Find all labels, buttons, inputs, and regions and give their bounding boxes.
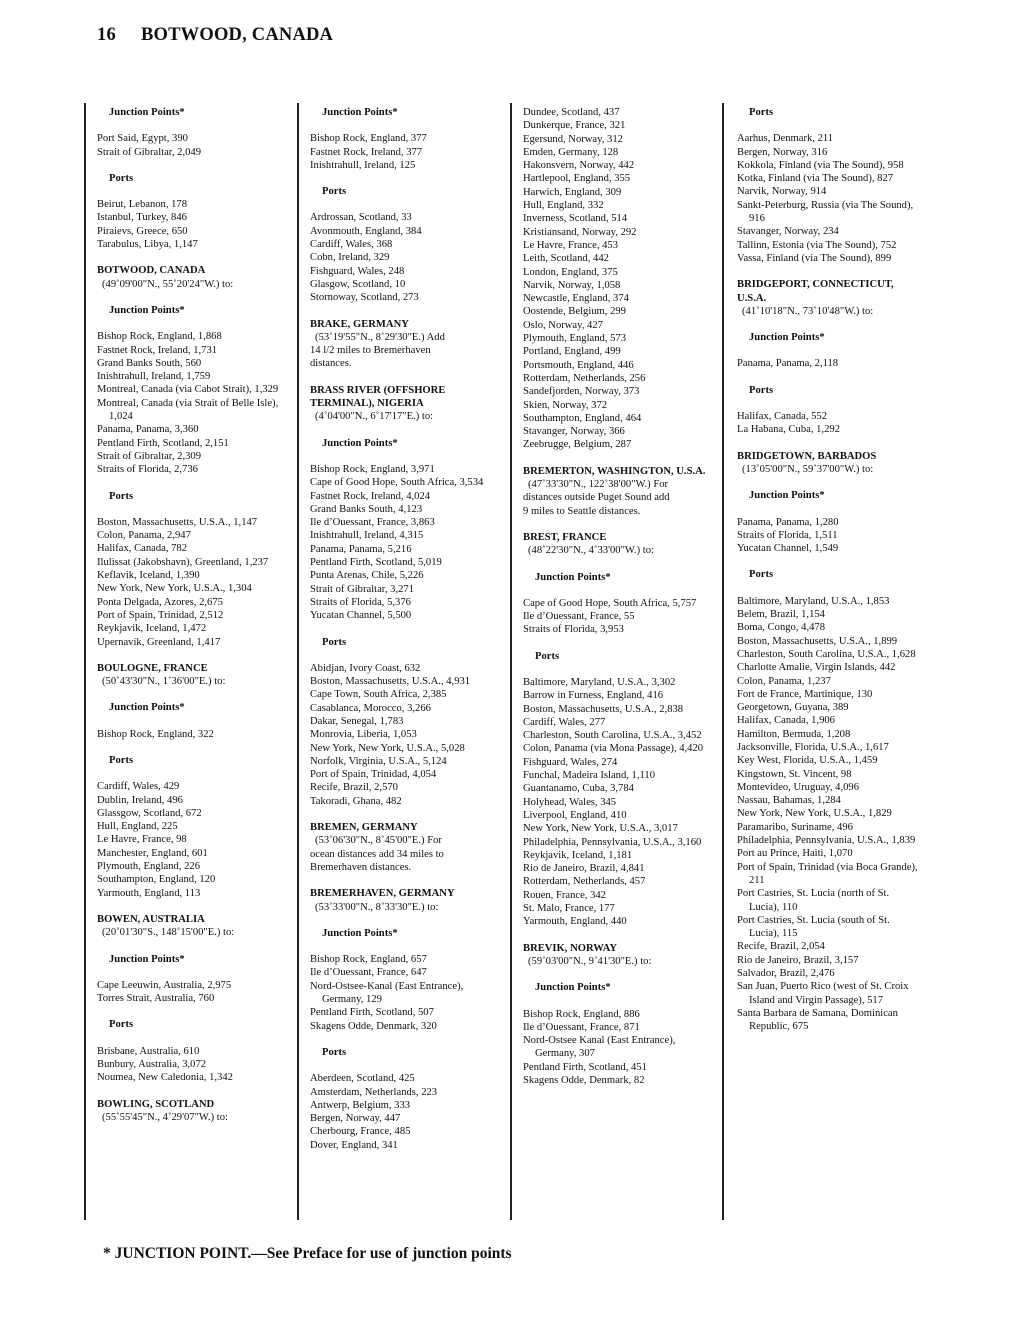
port-heading: BOWEN, AUSTRALIA — [97, 913, 205, 925]
distance-entry: Jacksonville, Florida, U.S.A., 1,617 — [737, 741, 889, 753]
distance-entry: Halifax, Canada, 552 — [737, 411, 828, 423]
page-number: 16 — [97, 25, 116, 45]
distance-entry: Panama, Panama, 2,118 — [737, 358, 839, 370]
subheading: Junction Points* — [109, 953, 185, 965]
distance-entry: Harwich, England, 309 — [523, 186, 622, 198]
distance-entry: Hartlepool, England, 355 — [523, 173, 631, 185]
distance-entry: Yucatan Channel, 1,549 — [737, 543, 839, 555]
distance-entry: Tallinn, Estonia (via The Sound), 752 — [737, 239, 897, 251]
distance-entry: Fastnet Rock, Ireland, 377 — [310, 146, 423, 158]
port-coordinates: (20˚01'30"S., 148˚15'00"E.) to: — [102, 927, 235, 939]
distance-entry: Sandefjorden, Norway, 373 — [523, 386, 640, 398]
distance-entry: Boston, Massachusetts, U.S.A., 1,147 — [97, 516, 258, 528]
distance-entry: Glasgow, Scotland, 10 — [310, 278, 406, 290]
distance-entry: Skagens Odde, Denmark, 320 — [310, 1020, 437, 1032]
port-coordinates: (48˚22'30"N., 4˚33'00"W.) to: — [528, 545, 654, 557]
distance-entry: Pentland Firth, Scotland, 2,151 — [97, 437, 229, 449]
distance-entry: Cardiff, Wales, 368 — [310, 239, 393, 251]
subheading: Junction Points* — [749, 490, 825, 502]
note-text: distances. — [310, 358, 352, 370]
distance-entry: Le Havre, France, 453 — [523, 239, 619, 251]
distance-entry: Vassa, Finland (via The Sound), 899 — [737, 252, 892, 264]
distance-entry: Ilulissat (Jakobshavn), Greenland, 1,237 — [97, 556, 269, 568]
distance-entry: Inverness, Scotland, 514 — [523, 213, 628, 225]
distance-entry: Piraievs, Greece, 650 — [97, 225, 188, 237]
distance-entry: Key West, Florida, U.S.A., 1,459 — [737, 755, 878, 767]
distance-entry: Beirut, Lebanon, 178 — [97, 199, 188, 211]
distance-entry: Hakonsvern, Norway, 442 — [523, 160, 635, 172]
distance-entry: Port of Spain, Trinidad (via Boca Grande), 211 — [737, 861, 918, 886]
distance-entry: Cape Leeuwin, Australia, 2,975 — [97, 979, 232, 991]
distance-entry: Upernavik, Greenland, 1,417 — [97, 636, 221, 648]
distance-entry: London, England, 375 — [523, 266, 618, 278]
distance-entry: Colon, Panama, 2,947 — [97, 530, 191, 542]
distance-entry: Antwerp, Belgium, 333 — [310, 1099, 411, 1111]
distance-entry: Abidjan, Ivory Coast, 632 — [310, 662, 421, 674]
distance-entry: Norfolk, Virginia, U.S.A., 5,124 — [310, 755, 447, 767]
distance-entry: Inishtrahull, Ireland, 1,759 — [97, 371, 211, 383]
column-rule — [297, 103, 299, 1220]
port-coordinates: (53˚06'30"N., 8˚45'00"E.) For — [315, 835, 442, 847]
distance-entry: Charleston, South Carolina, U.S.A., 1,628 — [737, 648, 916, 660]
distance-entry: Barrow in Furness, England, 416 — [523, 690, 664, 702]
distance-entry: Paramaribo, Suriname, 496 — [737, 821, 853, 833]
distance-entry: Bunbury, Australia, 3,072 — [97, 1059, 207, 1071]
distance-entry: Boma, Congo, 4,478 — [737, 622, 825, 634]
distance-entry: Philadelphia, Pennsylvania, U.S.A., 3,160 — [523, 836, 702, 848]
distance-entry: Cape of Good Hope, South Africa, 3,534 — [310, 477, 484, 489]
distance-entry: Oostende, Belgium, 299 — [523, 306, 626, 318]
distance-entry: Guantanamo, Cuba, 3,784 — [523, 783, 634, 795]
distance-entry: St. Malo, France, 177 — [523, 903, 615, 915]
note-text: Bremerhaven distances. — [310, 861, 412, 873]
distance-entry: Straits of Florida, 5,376 — [310, 596, 411, 608]
distance-entry: Bishop Rock, England, 322 — [97, 728, 214, 740]
distance-entry: Bishop Rock, England, 377 — [310, 133, 427, 145]
distance-entry: Tarabulus, Libya, 1,147 — [97, 239, 198, 251]
distance-entry: New York, New York, U.S.A., 3,017 — [523, 823, 678, 835]
subheading: Junction Points* — [322, 437, 398, 449]
distance-entry: Baltimore, Maryland, U.S.A., 1,853 — [737, 595, 890, 607]
distance-entry: Bergen, Norway, 447 — [310, 1113, 401, 1125]
distance-entry: Stornoway, Scotland, 273 — [310, 292, 419, 304]
port-heading: BOULOGNE, FRANCE — [97, 662, 208, 674]
distance-entry: Montreal, Canada (via Strait of Belle Isle), 1,024 — [97, 397, 279, 423]
distance-entry: New York, New York, U.S.A., 1,829 — [737, 808, 892, 820]
distance-entry: Fort de France, Martinique, 130 — [737, 688, 873, 700]
distance-entry: Straits of Florida, 2,736 — [97, 464, 198, 476]
distance-entry: Pentland Firth, Scotland, 451 — [523, 1061, 647, 1073]
distance-entry: Charleston, South Carolina, U.S.A., 3,452 — [523, 730, 702, 742]
distance-entry: Pentland Firth, Scotland, 507 — [310, 1007, 434, 1019]
distance-entry: Halifax, Canada, 782 — [97, 543, 188, 555]
distance-entry: Cobn, Ireland, 329 — [310, 252, 390, 264]
distance-entry: Boston, Massachusetts, U.S.A., 2,838 — [523, 703, 684, 715]
distance-entry: Recife, Brazil, 2,054 — [737, 941, 825, 953]
port-heading: BREVIK, NORWAY — [523, 942, 618, 954]
port-coordinates: (41˚10'18"N., 73˚10'48"W.) to: — [742, 305, 874, 317]
distance-entry: Reykjavik, Iceland, 1,181 — [523, 849, 633, 861]
port-heading: BREMERHAVEN, GERMANY — [310, 888, 455, 900]
distance-entry: Kristiansand, Norway, 292 — [523, 226, 637, 238]
distance-entry: Rouen, France, 342 — [523, 889, 606, 901]
distance-entry: Santa Barbara de Samana, Dominican Republic, 675 — [737, 1007, 898, 1033]
distance-entry: Hull, England, 225 — [97, 821, 178, 833]
note-text: distances outside Puget Sound add — [523, 492, 670, 504]
distance-entry: Strait of Gibraltar, 2,309 — [97, 450, 202, 462]
port-heading: BOWLING, SCOTLAND — [97, 1098, 215, 1110]
distance-entry: Portland, England, 499 — [523, 346, 621, 358]
column-3 — [523, 106, 707, 1087]
distance-entry: Leith, Scotland, 442 — [523, 253, 609, 265]
distance-entry: Colon, Panama (via Mona Passage), 4,420 — [523, 743, 704, 755]
subheading: Ports — [322, 1046, 347, 1058]
distance-entry: Zeebrugge, Belgium, 287 — [523, 439, 632, 451]
distance-entry: Le Havre, France, 98 — [97, 834, 187, 846]
distance-entry: Dunkerque, France, 321 — [523, 120, 626, 132]
distance-entry: Port Castries, St. Lucia (north of St. Lucia), 110 — [737, 888, 890, 913]
distance-entry: Brisbane, Australia, 610 — [97, 1045, 200, 1057]
distance-entry: Istanbul, Turkey, 846 — [97, 212, 187, 224]
distance-entry: Holyhead, Wales, 345 — [523, 796, 617, 808]
subheading: Ports — [749, 569, 774, 581]
distance-entry: Pentland Firth, Scotland, 5,019 — [310, 557, 442, 569]
distance-entry: Grand Banks South, 4,123 — [310, 503, 423, 515]
port-coordinates: (53˚19'55"N., 8˚29'30"E.) Add — [315, 331, 445, 343]
subheading: Ports — [322, 636, 347, 648]
subheading: Junction Points* — [109, 107, 185, 118]
distance-entry: Fishguard, Wales, 274 — [523, 756, 618, 768]
distance-entry: Liverpool, England, 410 — [523, 809, 627, 821]
distance-entry: Plymouth, England, 226 — [97, 861, 200, 873]
port-coordinates: (53˚33'00"N., 8˚33'30"E.) to: — [315, 901, 439, 913]
distance-entry: Ponta Delgada, Azores, 2,675 — [97, 596, 223, 608]
distance-entry: Casablanca, Morocco, 3,266 — [310, 702, 431, 714]
distance-entry: Panama, Panama, 1,280 — [737, 516, 839, 528]
distance-entry: Montreal, Canada (via Cabot Strait), 1,329 — [97, 384, 279, 396]
subheading: Ports — [535, 650, 560, 662]
distance-entry: Cape Town, South Africa, 2,385 — [310, 689, 447, 701]
subheading: Junction Points* — [322, 927, 398, 939]
distance-entry: Kingstown, St. Vincent, 98 — [737, 768, 852, 780]
distance-entry: Cardiff, Wales, 429 — [97, 781, 180, 793]
distance-entry: Amsterdam, Netherlands, 223 — [310, 1086, 438, 1098]
distance-entry: Colon, Panama, 1,237 — [737, 675, 831, 687]
subheading: Junction Points* — [535, 982, 611, 994]
distance-entry: Avonmouth, England, 384 — [310, 225, 422, 237]
distance-entry: Oslo, Norway, 427 — [523, 319, 603, 331]
distance-entry: Skagens Odde, Denmark, 82 — [523, 1075, 645, 1086]
distance-entry: San Juan, Puerto Rico (west of St. Croix Island and Virgin Passage), 517 — [737, 981, 909, 1006]
distance-entry: Rotterdam, Netherlands, 256 — [523, 372, 646, 384]
note-text: ocean distances add 34 miles to — [310, 848, 444, 860]
column-1 — [97, 106, 281, 1124]
distance-entry: Port au Prince, Haiti, 1,070 — [737, 848, 853, 860]
distance-entry: Southampton, England, 464 — [523, 412, 642, 424]
column-rule — [84, 103, 86, 1220]
distance-entry: Strait of Gibraltar, 2,049 — [97, 146, 202, 158]
distance-entry: Glassgow, Scotland, 672 — [97, 807, 202, 819]
column-rule — [510, 103, 512, 1220]
subheading: Junction Points* — [109, 702, 185, 714]
subheading: Ports — [322, 186, 347, 198]
distance-entry: Hamilton, Bermuda, 1,208 — [737, 728, 851, 740]
distance-entry: Fastnet Rock, Ireland, 1,731 — [97, 344, 218, 356]
distance-entry: Nassau, Bahamas, 1,284 — [737, 795, 841, 807]
distance-entry: Bishop Rock, England, 1,868 — [97, 331, 222, 343]
subheading: Ports — [749, 384, 774, 396]
distance-entry: Rio de Janeiro, Brazil, 3,157 — [737, 954, 859, 966]
distance-entry: Belem, Brazil, 1,154 — [737, 609, 825, 621]
subheading: Ports — [109, 754, 134, 766]
distance-entry: Fastnet Rock, Ireland, 4,024 — [310, 490, 431, 502]
column-2 — [310, 106, 494, 1152]
distance-entry: New York, New York, U.S.A., 5,028 — [310, 742, 465, 754]
distance-entry: Aberdeen, Scotland, 425 — [310, 1073, 415, 1085]
distance-entry: Port of Spain, Trinidad, 2,512 — [97, 609, 224, 621]
port-coordinates: (13˚05'00"N., 59˚37'00"W.) to: — [742, 463, 874, 475]
distance-entry: Bishop Rock, England, 886 — [523, 1008, 640, 1020]
distance-entry: Bergen, Norway, 316 — [737, 146, 828, 158]
distance-entry: Nord-Ostsee-Kanal (East Entrance), Germany, 129 — [310, 980, 464, 1006]
distance-entry: Reykjavik, Iceland, 1,472 — [97, 623, 207, 635]
distance-entry: Port Said, Egypt, 390 — [97, 133, 188, 145]
column-rule — [722, 103, 724, 1220]
distance-entry: Dakar, Senegal, 1,783 — [310, 715, 404, 727]
distance-entry: Bishop Rock, England, 657 — [310, 954, 427, 966]
note-text: 14 l/2 miles to Bremerhaven — [310, 345, 431, 357]
port-heading: BREST, FRANCE — [523, 531, 607, 543]
distance-entry: Yarmouth, England, 440 — [523, 916, 627, 928]
distance-entry: Noumea, New Caledonia, 1,342 — [97, 1072, 233, 1084]
distance-entry: Baltimore, Maryland, U.S.A., 3,302 — [523, 676, 676, 688]
distance-entry: Funchal, Madeira Island, 1,110 — [523, 770, 655, 782]
distance-entry: La Habana, Cuba, 1,292 — [737, 424, 840, 436]
port-heading: BRIDGETOWN, BARBADOS — [737, 450, 877, 462]
port-heading: BRIDGEPORT, CONNECTICUT, U.S.A. — [737, 279, 894, 304]
distance-entry: New York, New York, U.S.A., 1,304 — [97, 583, 252, 595]
distance-entry: Yucatan Channel, 5,500 — [310, 610, 412, 622]
distance-entry: Manchester, England, 601 — [97, 847, 208, 859]
distance-entry: Salvador, Brazil, 2,476 — [737, 968, 835, 980]
note-text: 9 miles to Seattle distances. — [523, 505, 641, 517]
distance-entry: Halifax, Canada, 1,906 — [737, 715, 835, 727]
distance-entry: Stavanger, Norway, 366 — [523, 426, 625, 438]
distance-entry: Torres Strait, Australia, 760 — [97, 993, 215, 1005]
distance-entry: Newcastle, England, 374 — [523, 293, 629, 305]
distance-entry: Montevideo, Uruguay, 4,096 — [737, 781, 860, 793]
distance-entry: Straits of Florida, 3,953 — [523, 624, 624, 636]
distance-entry: Georgetown, Guyana, 389 — [737, 702, 849, 714]
distance-entry: Hull, England, 332 — [523, 200, 604, 212]
distance-entry: Boston, Massachusetts, U.S.A., 4,931 — [310, 676, 471, 688]
distance-entry: Dublin, Ireland, 496 — [97, 794, 183, 806]
distance-entry: Stavanger, Norway, 234 — [737, 226, 839, 238]
distance-entry: Kokkola, Finland (via The Sound), 958 — [737, 159, 904, 171]
subheading: Junction Points* — [749, 332, 825, 344]
distance-entry: Ile d’Ouessant, France, 55 — [523, 611, 635, 623]
distance-entry: Recife, Brazil, 2,570 — [310, 782, 398, 794]
column-4 — [737, 106, 921, 1034]
distance-entry: Inishtrahull, Ireland, 125 — [310, 159, 416, 171]
subheading: Ports — [109, 490, 134, 502]
distance-entry: Skien, Norway, 372 — [523, 399, 608, 411]
port-coordinates: (59˚03'00"N., 9˚41'30"E.) to: — [528, 955, 652, 967]
port-coordinates: (55˚55'45"N., 4˚29'07"W.) to: — [102, 1111, 228, 1123]
junction-point-footnote: * JUNCTION POINT.—See Preface for use of junction points — [103, 1245, 512, 1262]
distance-entry: Rotterdam, Netherlands, 457 — [523, 876, 646, 888]
distance-entry: Ile d’Ouessant, France, 647 — [310, 967, 427, 979]
distance-entry: Takoradi, Ghana, 482 — [310, 795, 402, 807]
distance-entry: Cardiff, Wales, 277 — [523, 716, 606, 728]
distance-entry: Dundee, Scotland, 437 — [523, 107, 620, 118]
subheading: Ports — [109, 1019, 134, 1031]
distance-entry: Fishguard, Wales, 248 — [310, 265, 405, 277]
distance-entry: Southampton, England, 120 — [97, 874, 216, 886]
distance-entry: Plymouth, England, 573 — [523, 333, 626, 345]
distance-entry: Philadelphia, Pennsylvania, U.S.A., 1,839 — [737, 835, 916, 847]
subheading: Junction Points* — [109, 304, 185, 316]
distance-entry: Strait of Gibraltar, 3,271 — [310, 583, 415, 595]
distance-entry: Rio de Janeiro, Brazil, 4,841 — [523, 863, 645, 875]
distance-entry: Punta Arenas, Chile, 5,226 — [310, 570, 424, 582]
distance-entry: Cherbourg, France, 485 — [310, 1126, 411, 1138]
distance-entry: Yarmouth, England, 113 — [97, 887, 201, 899]
distance-entry: Ile d’Ouessant, France, 871 — [523, 1021, 640, 1033]
distance-entry: Emden, Germany, 128 — [523, 146, 619, 158]
distance-entry: Sankt-Peterburg, Russia (via The Sound), 916 — [737, 199, 914, 225]
subheading: Junction Points* — [535, 571, 611, 583]
distance-entry: Narvik, Norway, 914 — [737, 186, 827, 198]
port-coordinates: (4˚04'00"N., 6˚17'17"E.) to: — [315, 411, 434, 423]
distance-entry: Monrovia, Liberia, 1,053 — [310, 729, 417, 741]
distance-entry: Portsmouth, England, 446 — [523, 359, 634, 371]
port-coordinates: (50˚43'30"N., 1˚36'00"E.) to: — [102, 676, 226, 688]
distance-entry: Panama, Panama, 3,360 — [97, 424, 199, 436]
distance-entry: Bishop Rock, England, 3,971 — [310, 463, 435, 475]
distance-entry: Straits of Florida, 1,511 — [737, 529, 838, 541]
distance-entry: Kotka, Finland (via The Sound), 827 — [737, 173, 894, 185]
subheading: Ports — [749, 107, 774, 118]
port-heading: BOTWOOD, CANADA — [97, 265, 206, 277]
page-title: BOTWOOD, CANADA — [141, 25, 334, 45]
subheading: Junction Points* — [322, 107, 398, 118]
port-heading: BREMERTON, WASHINGTON, U.S.A. — [523, 465, 706, 477]
port-coordinates: (47˚33'30"N., 122˚38'00"W.) For — [528, 479, 669, 491]
port-heading: BREMEN, GERMANY — [310, 822, 418, 834]
distance-entry: Ardrossan, Scotland, 33 — [310, 212, 412, 224]
subheading: Ports — [109, 172, 134, 184]
distance-entry: Dover, England, 341 — [310, 1139, 398, 1151]
port-heading: BRAKE, GERMANY — [310, 318, 409, 330]
distance-entry: Keflavik, Iceland, 1,390 — [97, 570, 200, 582]
distance-entry: Nord-Ostsee Kanal (East Entrance), Germany, 307 — [523, 1035, 676, 1060]
distance-entry: Panama, Panama, 5,216 — [310, 543, 412, 555]
distance-entry: Egersund, Norway, 312 — [523, 133, 623, 145]
distance-entry: Charlotte Amalie, Virgin Islands, 442 — [737, 662, 896, 674]
distance-entry: Narvik, Norway, 1,058 — [523, 279, 621, 291]
distance-entry: Port of Spain, Trinidad, 4,054 — [310, 769, 437, 781]
distance-entry: Inishtrahull, Ireland, 4,315 — [310, 530, 424, 542]
distance-entry: Cape of Good Hope, South Africa, 5,757 — [523, 597, 697, 609]
distance-entry: Aarhus, Denmark, 211 — [737, 133, 834, 145]
port-heading: BRASS RIVER (OFFSHORE TERMINAL), NIGERIA — [310, 384, 446, 410]
distance-entry: Boston, Massachusetts, U.S.A., 1,899 — [737, 635, 898, 647]
port-coordinates: (49˚09'00"N., 55˚20'24"W.) to: — [102, 278, 234, 290]
distance-entry: Grand Banks South, 560 — [97, 357, 202, 369]
distance-entry: Ile d’Ouessant, France, 3,863 — [310, 517, 435, 529]
distance-entry: Port Castries, St. Lucia (south of St. Lucia), 115 — [737, 914, 890, 940]
